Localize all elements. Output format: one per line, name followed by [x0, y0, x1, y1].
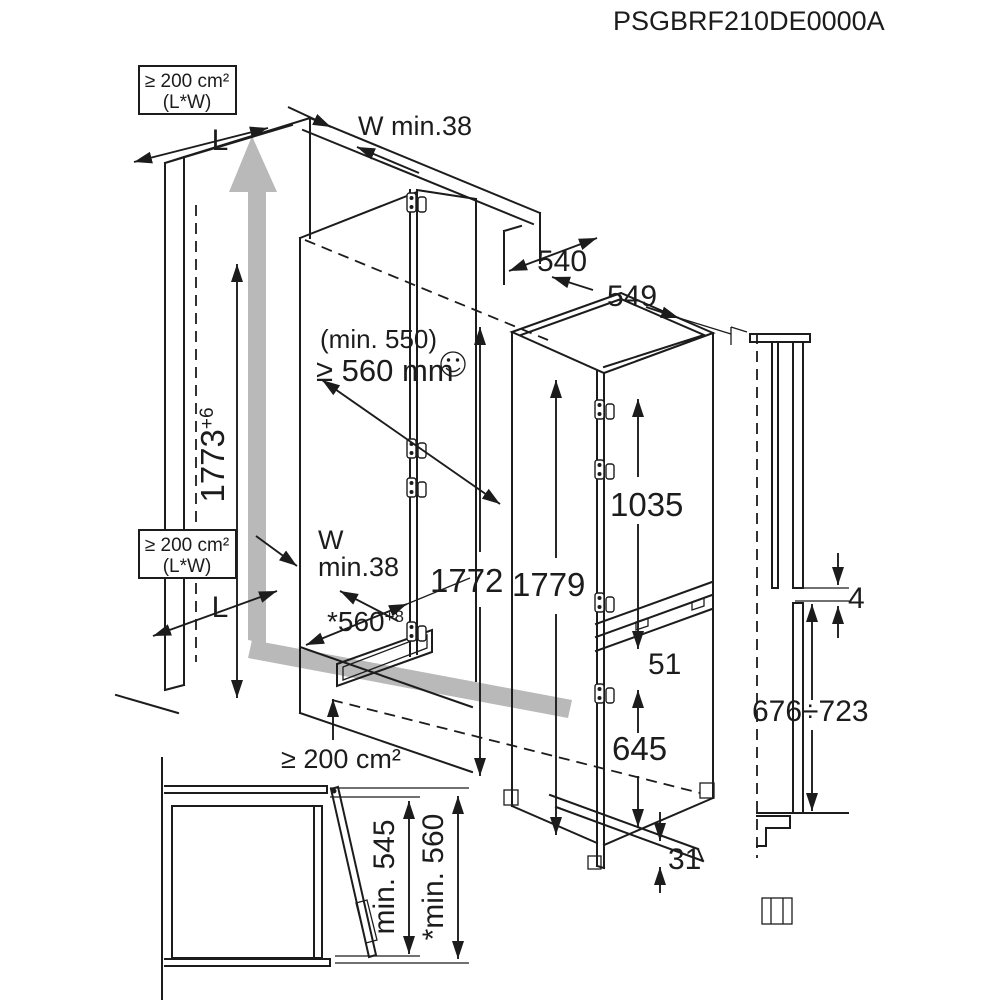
dimension-lines	[134, 107, 838, 959]
plan-min-depth-label: min. 545	[368, 819, 401, 935]
wall-thickness-label-bottom-2: min.38	[318, 552, 400, 582]
hinge-icon	[407, 622, 426, 641]
plan-cabinet	[172, 806, 322, 958]
base-height-label: 31	[668, 843, 702, 876]
appliance-top-depth-label: 540	[537, 245, 588, 278]
appliance-drawing	[504, 226, 714, 869]
panel-gap-label: 4	[848, 582, 865, 615]
hinge-icon	[407, 193, 426, 212]
niche-width-label: $*560^{+8}$	[327, 606, 405, 637]
base-vent-area-label: ≥ 200 cm²	[281, 744, 401, 774]
wall-thickness-label-bottom-1: W	[318, 525, 344, 555]
plan-min-depth-star-label: *min. 560	[417, 813, 450, 941]
top-vent-formula-label: (L*W)	[162, 92, 212, 113]
depth-clearance-label-bottom: L	[211, 591, 229, 624]
appliance-foot	[700, 783, 714, 798]
hinge-icon	[595, 460, 614, 479]
appliance-height-label: 1779	[512, 566, 586, 603]
top-vent-area-label: ≥ 200 cm²	[144, 71, 230, 92]
door-panel-side-view	[750, 333, 849, 924]
hinge-icon	[407, 478, 426, 497]
niche-depth-value: ≥ 560 mm	[316, 353, 454, 388]
niche-height-label: $1773^{+6}$	[194, 407, 231, 503]
niche-front-height-label: 1772	[430, 562, 504, 599]
model-code: PSGBRF210DE0000A	[613, 6, 885, 36]
panel-bottom-bracket	[762, 898, 792, 924]
door-pivot	[332, 789, 337, 794]
bottom-vent-formula-label: (L*W)	[162, 556, 212, 577]
niche-depth-note: (min. 550)	[320, 324, 438, 354]
depth-clearance-label-top: L	[211, 124, 229, 157]
airflow-arrow-icon	[229, 136, 572, 718]
appliance-top-width-label: 549	[606, 280, 658, 313]
upper-compartment-label: 1035	[610, 486, 684, 523]
hinge-icon	[595, 400, 614, 419]
wall-thickness-label-top: W min.38	[358, 111, 473, 141]
hinge-icon	[595, 684, 614, 703]
lower-compartment-label: 645	[612, 730, 668, 767]
lower-panel-range-label: 676÷723	[752, 695, 869, 728]
divider-label: 51	[648, 648, 682, 681]
bottom-vent-area-label: ≥ 200 cm²	[144, 535, 230, 556]
hinge-icon	[595, 593, 614, 612]
